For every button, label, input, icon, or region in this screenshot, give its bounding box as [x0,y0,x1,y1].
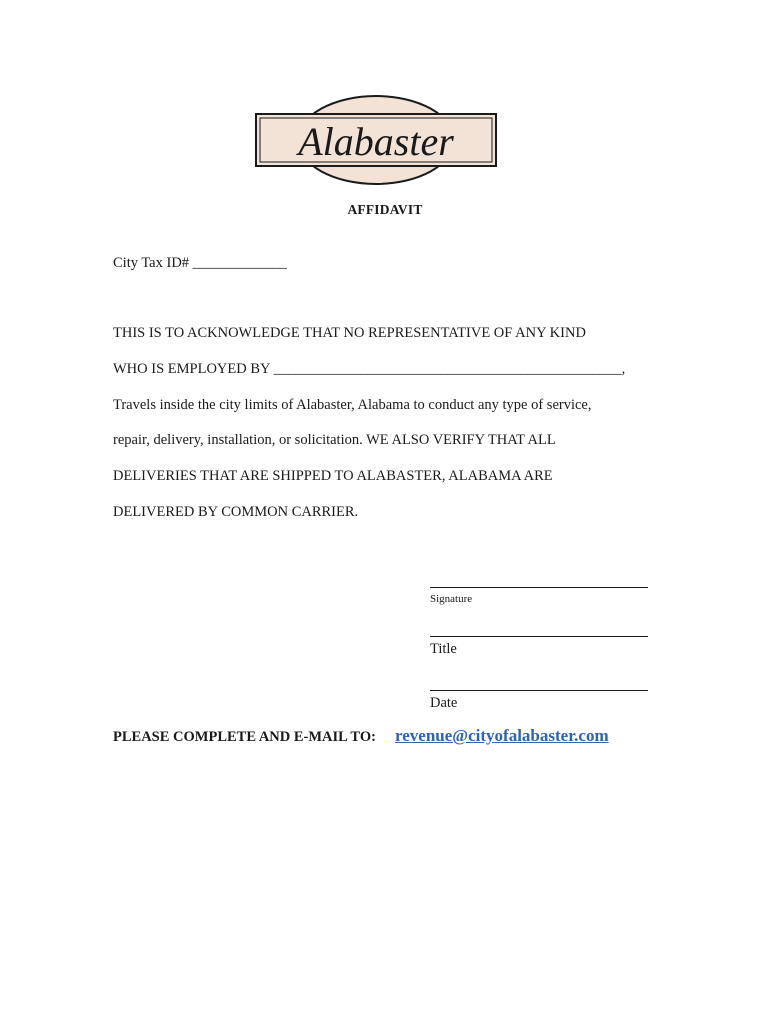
email-instruction: PLEASE COMPLETE AND E-MAIL TO: [113,729,376,745]
paragraph-line: DELIVERED BY COMMON CARRIER. [113,504,359,520]
paragraph-line: THIS IS TO ACKNOWLEDGE THAT NO REPRESENTATIVE OF ANY KIND [113,325,586,341]
date-label: Date [430,695,458,711]
document-title: AFFIDAVIT [347,202,423,217]
date-line [430,690,648,691]
paragraph-line: repair, delivery, installation, or solicitation. WE ALSO VERIFY THAT ALL [113,432,556,448]
signature-line [430,587,648,588]
paragraph-line: Travels inside the city limits of Alabaster, Alabama to conduct any type of service, [113,397,592,413]
title-line [430,636,648,637]
alabaster-logo [252,94,500,186]
city-tax-id-field: City Tax ID# _____________ [113,255,287,271]
logo-wordmark: Alabaster [298,119,454,164]
email-link[interactable]: revenue@cityofalabaster.com [395,726,609,745]
signature-label: Signature [430,593,473,605]
paragraph-line: DELIVERIES THAT ARE SHIPPED TO ALABASTER, ALABAMA ARE [113,468,553,484]
title-label: Title [430,641,457,657]
employer-name-field: WHO IS EMPLOYED BY ________________________________________________, [113,361,626,377]
